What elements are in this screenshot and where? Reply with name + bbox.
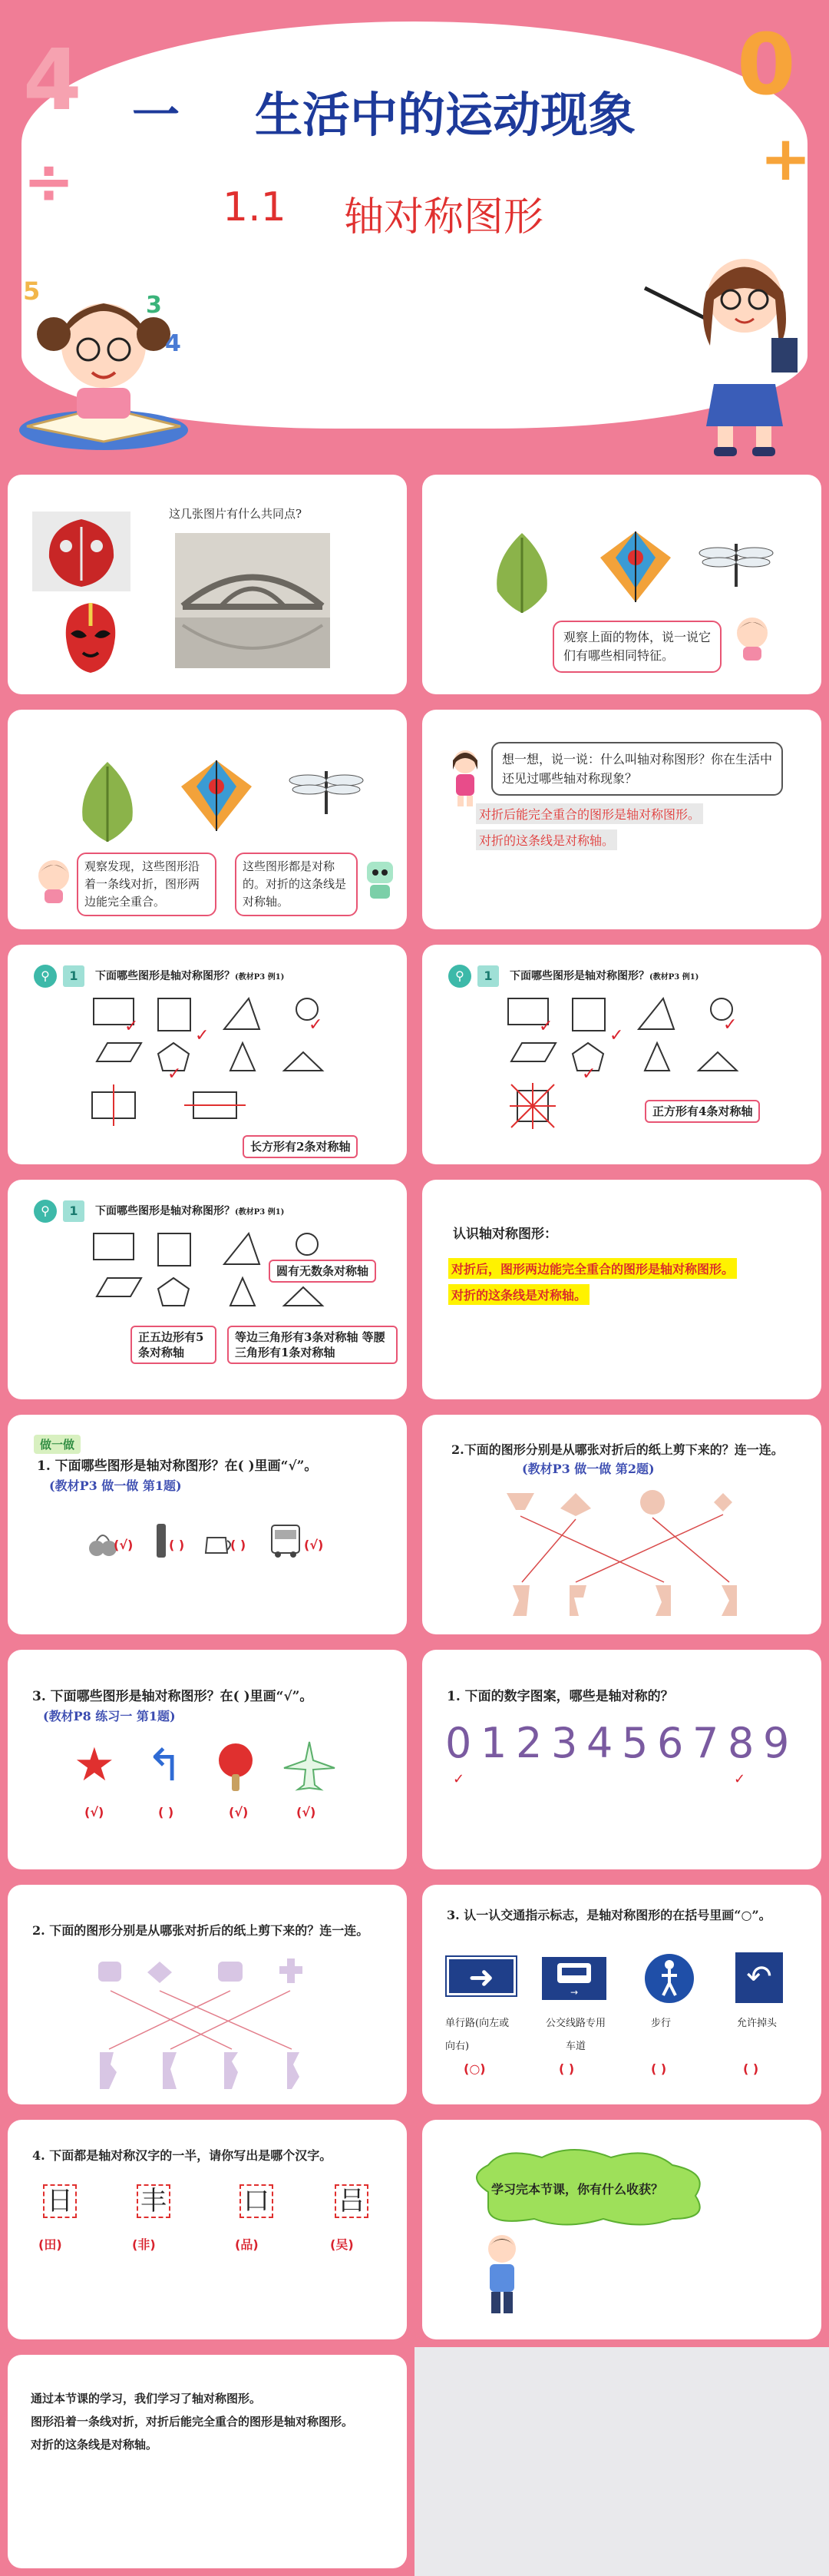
magnifier-icon: ⚲ bbox=[34, 965, 57, 988]
summary-line3: 对折的这条线是对称轴。 bbox=[31, 2438, 158, 2452]
definition-axisymmetric: 对折后能完全重合的图形是轴对称图形。 bbox=[476, 803, 703, 824]
textbook-ref: (教材P3 例1) bbox=[649, 973, 699, 982]
exercise3-question: 3. 下面哪些图形是轴对称图形？在( )里画“√”。 bbox=[32, 1689, 313, 1704]
traffic-question: 3. 认一认交通指示标志，是轴对称图形的在括号里画“○”。 bbox=[447, 1908, 771, 1922]
star-icon: ★ bbox=[74, 1738, 115, 1792]
digit-5: 5 bbox=[622, 1719, 649, 1767]
exercise3-answer[interactable]: ( ) bbox=[158, 1805, 174, 1819]
girl-thinking-icon bbox=[447, 747, 484, 808]
shapes-grid bbox=[77, 995, 338, 1131]
cut-paper-diagram bbox=[86, 1957, 316, 2092]
example-title-text: 下面哪些图形是轴对称图形？ bbox=[95, 970, 235, 982]
example-title bbox=[510, 968, 699, 983]
stone-bridge-photo bbox=[175, 533, 330, 668]
girl-face-icon bbox=[731, 613, 774, 662]
check-mark: ✓ bbox=[167, 1065, 182, 1084]
check-mark: ✓ bbox=[453, 1771, 465, 1787]
axis-count-tag: 长方形有2条对称轴 bbox=[243, 1135, 358, 1158]
slide-exercise1 bbox=[0, 1407, 414, 1642]
check-mark: ✓ bbox=[124, 1017, 139, 1036]
slide-common-features bbox=[0, 467, 414, 702]
slide-exercise3 bbox=[0, 1642, 414, 1877]
slide-example1-rectangle bbox=[0, 937, 414, 1172]
paper-cut-photo bbox=[32, 512, 130, 591]
exercise1-answer[interactable]: (√) bbox=[114, 1538, 134, 1552]
slide-exercise2-match bbox=[414, 1407, 829, 1642]
half-char-wu: 吕 bbox=[335, 2184, 368, 2218]
definition-axis: 对折的这条线是对称轴。 bbox=[476, 829, 617, 850]
slide4-bubble-right: 这些图形都是对称的。对折的这条线是对称轴。 bbox=[235, 853, 358, 916]
exercise3-ref: (教材P8 练习一 第1题) bbox=[43, 1709, 176, 1723]
decor-digits: 5 bbox=[23, 276, 41, 306]
recognize-line1: 对折后，图形两边能完全重合的图形是轴对称图形。 bbox=[448, 1258, 737, 1279]
digit-question: 1. 下面的数字图案，哪些是轴对称的？ bbox=[447, 1689, 674, 1704]
bus-lane-sign-icon bbox=[542, 1957, 606, 2000]
decor-four-icon: 4 bbox=[23, 31, 82, 129]
kettle-item-icon bbox=[201, 1527, 232, 1556]
slide-example1-square bbox=[414, 937, 829, 1172]
try-it-label: 做一做 bbox=[40, 1438, 75, 1452]
slide3-speech-bubble: 观察上面的物体，说一说它们有哪些相同特征。 bbox=[553, 621, 722, 673]
sign-answer[interactable]: ( ) bbox=[743, 2061, 759, 2076]
digit-4: 4 bbox=[586, 1719, 613, 1767]
cover-unit-title: 生活中的运动现象 bbox=[255, 87, 636, 143]
example-title bbox=[95, 968, 284, 983]
exercise3-answer[interactable]: (√) bbox=[84, 1805, 104, 1819]
sign-label: 允许掉头 bbox=[737, 2018, 778, 2029]
slide5-question-bubble: 想一想，说一说：什么叫轴对称图形？你在生活中还见过哪些轴对称现象？ bbox=[491, 742, 783, 796]
magnifier-icon: ⚲ bbox=[448, 965, 471, 988]
u-turn-sign-icon: ↶ bbox=[735, 1952, 783, 2003]
sign-label: 公交线路专用车道 bbox=[545, 2018, 606, 2052]
circle-axis-tag: 圆有无数条对称轴 bbox=[269, 1260, 376, 1283]
ping-pong-paddle-icon bbox=[216, 1742, 255, 1793]
textbook-ref: (教材P3 例1) bbox=[235, 973, 285, 982]
check-mark: ✓ bbox=[723, 1015, 738, 1035]
exercise1-answer[interactable]: ( ) bbox=[169, 1538, 185, 1552]
exercise1-answer[interactable]: ( ) bbox=[230, 1538, 246, 1552]
check-mark: ✓ bbox=[195, 1026, 210, 1045]
boy-illustration bbox=[479, 2232, 525, 2316]
airplane-icon bbox=[282, 1740, 336, 1793]
textbook-ref: (教材P3 例1) bbox=[235, 1208, 285, 1217]
cover-lesson-number: 1.1 bbox=[223, 184, 286, 230]
recognize-heading: 认识轴对称图形： bbox=[453, 1227, 557, 1242]
match-lines-diagram bbox=[499, 1490, 760, 1621]
magnifier-icon: ⚲ bbox=[34, 1200, 57, 1223]
flashlight-item-icon bbox=[154, 1522, 169, 1561]
example-title-text: 下面哪些图形是轴对称图形？ bbox=[95, 1205, 235, 1217]
half-char-answer[interactable]: (田) bbox=[38, 2237, 62, 2252]
half-char-answer[interactable]: (非) bbox=[132, 2237, 156, 2252]
leaf-image bbox=[491, 530, 553, 616]
sign-label: 步行 bbox=[651, 2018, 672, 2029]
half-char-pin: 口 bbox=[239, 2184, 273, 2218]
digit-7: 7 bbox=[692, 1719, 719, 1767]
dragonfly-image bbox=[289, 767, 364, 817]
exercise1-answer[interactable]: (√) bbox=[304, 1538, 324, 1552]
slide-definition-question bbox=[414, 702, 829, 937]
slide-summary bbox=[0, 2347, 414, 2576]
example-number-badge: 1 bbox=[477, 965, 499, 987]
slide-recognize bbox=[414, 1172, 829, 1407]
slide-half-characters bbox=[0, 2112, 414, 2347]
exercise2-ref-text: (教材P3 做一做 第2题) bbox=[522, 1462, 655, 1476]
half-char-fei: 丰 bbox=[137, 2184, 170, 2218]
digit-1: 1 bbox=[481, 1719, 507, 1767]
decor-digit-3: 3 bbox=[146, 292, 162, 319]
bus-item-icon bbox=[267, 1522, 304, 1559]
try-it-tag bbox=[34, 1435, 81, 1454]
cutpaper-question: 2. 下面的图形分别是从哪张对折后的纸上剪下来的？连一连。 bbox=[32, 1923, 369, 1938]
opera-mask-photo bbox=[60, 599, 121, 676]
digit-row bbox=[445, 1719, 806, 1773]
pedestrian-sign-icon bbox=[643, 1952, 695, 2005]
sign-label: 单行路(向左或向右) bbox=[445, 2018, 510, 2052]
slide-digit-symmetry bbox=[414, 1642, 829, 1877]
leaf-image bbox=[77, 759, 138, 845]
digit-8: 8 bbox=[728, 1719, 755, 1767]
sign-answer[interactable]: (○) bbox=[464, 2061, 486, 2076]
slide4-bubble-left: 观察发现，这些图形沿着一条线对折，图形两边能完全重合。 bbox=[77, 853, 216, 916]
decor-zero-icon: 0 bbox=[737, 15, 796, 114]
example-number-badge: 1 bbox=[63, 1200, 84, 1222]
robot-icon bbox=[362, 857, 398, 900]
digit-3: 3 bbox=[551, 1719, 578, 1767]
cover-slide bbox=[0, 0, 829, 467]
exercise2-question: 2.下面的图形分别是从哪张对折后的纸上剪下来的？连一连。 bbox=[451, 1442, 784, 1457]
slide2-question: 这几张图片有什么共同点? bbox=[169, 507, 302, 521]
digit-0: 0 bbox=[445, 1719, 472, 1767]
triangle-axis-tag: 等边三角形有3条对称轴 等腰三角形有1条对称轴 bbox=[227, 1326, 398, 1364]
cover-unit-number: 一 bbox=[132, 87, 180, 143]
slide-observation bbox=[0, 702, 414, 937]
half-char-question: 4. 下面都是轴对称汉字的一半，请你写出是哪个汉字。 bbox=[32, 2148, 332, 2163]
check-mark: ✓ bbox=[309, 1015, 323, 1035]
example-number-badge: 1 bbox=[63, 965, 84, 987]
decor-divide-icon: ÷ bbox=[23, 146, 75, 217]
slide-observe-objects bbox=[414, 467, 829, 702]
digit-2: 2 bbox=[516, 1719, 543, 1767]
sign-answer[interactable]: ( ) bbox=[559, 2061, 575, 2076]
decor-plus-icon: + bbox=[760, 123, 812, 194]
summary-line1: 通过本节课的学习，我们学习了轴对称图形。 bbox=[31, 2392, 262, 2405]
exercise1-ref: (教材P3 做一做 第1题) bbox=[49, 1478, 182, 1493]
decor-digit-4: 4 bbox=[165, 330, 181, 357]
digit-6: 6 bbox=[657, 1719, 684, 1767]
slide-traffic-signs bbox=[414, 1877, 829, 2112]
check-mark: ✓ bbox=[734, 1771, 746, 1787]
dragonfly-image bbox=[699, 539, 774, 590]
kite-image bbox=[173, 756, 259, 836]
axis-count-tag: 正方形有4条对称轴 bbox=[645, 1100, 760, 1123]
exercise3-answer[interactable]: (√) bbox=[229, 1805, 249, 1819]
kite-image bbox=[593, 527, 679, 607]
one-way-sign-icon: ➜ bbox=[447, 1957, 516, 1995]
cover-lesson-title: 轴对称图形 bbox=[344, 194, 544, 240]
exercise1-question: 1. 下面哪些图形是轴对称图形？在( )里画“√”。 bbox=[37, 1459, 318, 1474]
slide-example1-others bbox=[0, 1172, 414, 1407]
slide-cut-paper-match bbox=[0, 1877, 414, 2112]
pentagon-axis-tag: 正五边形有5条对称轴 bbox=[130, 1326, 216, 1364]
half-char-answer[interactable]: (吴) bbox=[330, 2237, 354, 2252]
cloud-text: 学习完本节课，你有什么收获？ bbox=[491, 2182, 664, 2197]
check-mark: ✓ bbox=[609, 1026, 624, 1045]
sign-answer[interactable]: ( ) bbox=[651, 2061, 667, 2076]
check-mark: ✓ bbox=[539, 1017, 553, 1036]
digit-9: 9 bbox=[763, 1719, 790, 1767]
teacher-illustration bbox=[637, 246, 814, 461]
svg-text:→: → bbox=[570, 1987, 579, 1998]
summary-line2: 图形沿着一条线对折，对折后能完全重合的图形是轴对称图形。 bbox=[31, 2415, 354, 2429]
half-char-tian: 日 bbox=[43, 2184, 77, 2218]
half-char-answer[interactable]: (品) bbox=[235, 2237, 259, 2252]
example-title-text: 下面哪些图形是轴对称图形？ bbox=[510, 970, 649, 982]
check-mark: ✓ bbox=[582, 1065, 596, 1084]
girl-face-icon bbox=[32, 856, 75, 905]
exercise3-answer[interactable]: (√) bbox=[296, 1805, 316, 1819]
turn-arrow-icon: ↰ bbox=[146, 1739, 183, 1791]
recognize-line2: 对折的这条线是对称轴。 bbox=[448, 1284, 590, 1305]
example-title bbox=[95, 1203, 284, 1218]
slide-reflection bbox=[414, 2112, 829, 2347]
exercise2-ref bbox=[522, 1459, 655, 1479]
